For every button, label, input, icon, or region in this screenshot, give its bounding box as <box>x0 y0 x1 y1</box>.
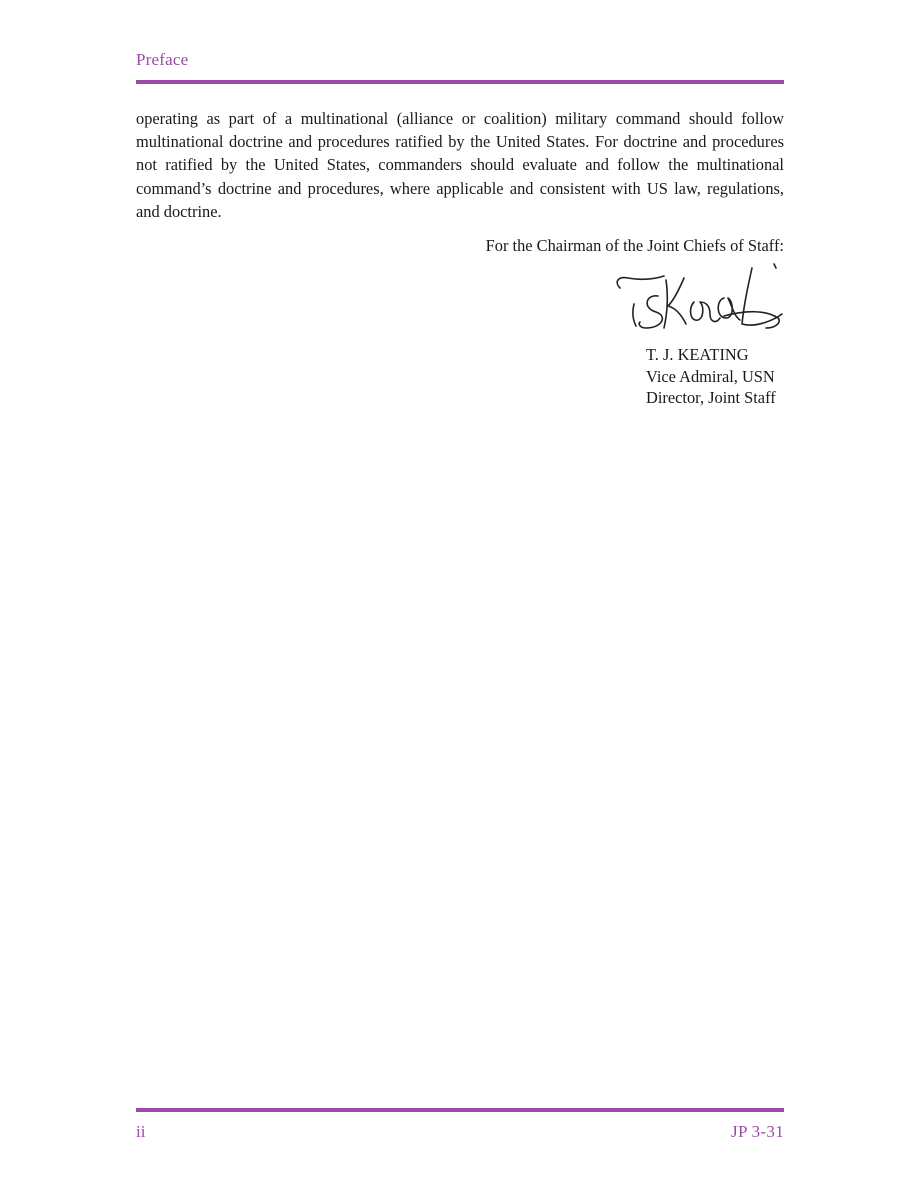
header-divider <box>136 80 784 84</box>
signature-image <box>606 258 788 346</box>
footer-divider <box>136 1108 784 1112</box>
handwritten-signature-icon <box>606 258 788 346</box>
footer-publication: JP 3-31 <box>731 1122 784 1141</box>
body-paragraph: operating as part of a multinational (alliance or coalition) military command should follow multinational doctrine and procedures ratified by the United States. For doctrine and procedures not ratified by the United States, commanders should evaluate and follow the multinational command’s doctrine and procedures, where applicable and consistent with US law, regulations, and doctrine. <box>136 109 784 221</box>
closing-salutation: For the Chairman of the Joint Chiefs of Staff: <box>485 236 784 255</box>
footer-page-number: ii <box>136 1122 146 1141</box>
signature-block <box>646 344 776 409</box>
signatory-name: T. J. KEATING <box>646 345 749 364</box>
header-section-title: Preface <box>136 50 189 69</box>
signatory-rank: Vice Admiral, USN <box>646 366 775 386</box>
signatory-position: Director, Joint Staff <box>646 388 776 407</box>
